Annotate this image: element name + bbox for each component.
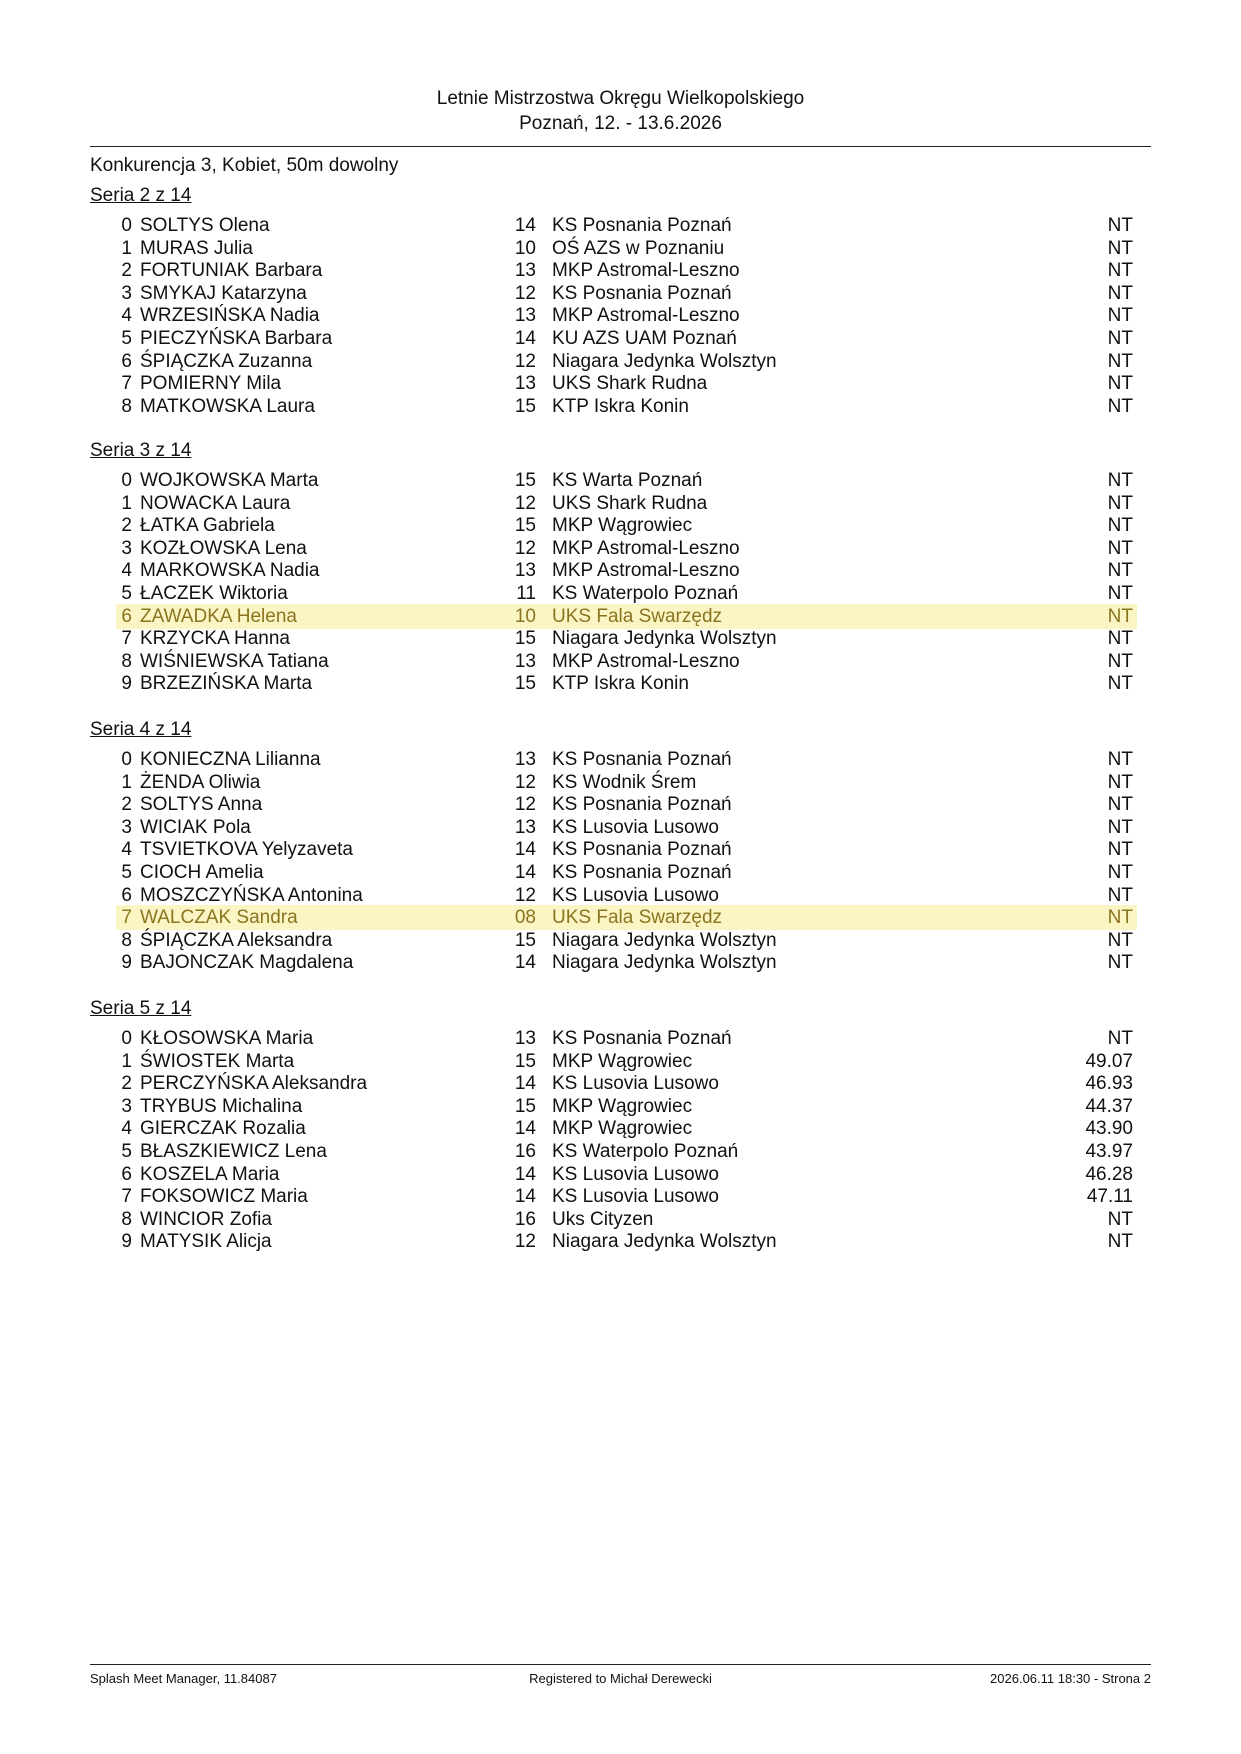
heat-title: Seria 4 z 14 xyxy=(90,719,192,740)
club-name: KS Lusovia Lusowo xyxy=(552,1073,719,1095)
lane-number: 6 xyxy=(121,884,132,906)
birth-year: 15 xyxy=(514,470,536,491)
birth-year: 15 xyxy=(514,515,536,537)
club-name: KTP Iskra Konin xyxy=(552,395,689,417)
club-name: Niagara Jedynka Wolsztyn xyxy=(552,1231,777,1253)
entry-time: NT xyxy=(1107,328,1133,349)
entry-row xyxy=(116,649,1137,674)
entry-time: NT xyxy=(1107,583,1133,604)
club-name: MKP Wągrowiec xyxy=(552,1050,693,1072)
swimmer-name: KOSZELA Maria xyxy=(140,1163,280,1185)
heat-title: Seria 5 z 14 xyxy=(90,998,192,1019)
entry-time: 43.90 xyxy=(1085,1118,1133,1140)
birth-year: 13 xyxy=(514,1028,536,1049)
entry-row xyxy=(116,1094,1137,1119)
entry-time: NT xyxy=(1107,1028,1133,1049)
birth-year: 13 xyxy=(514,560,536,582)
swimmer-name: MOSZCZYŃSKA Antonina xyxy=(140,884,363,906)
birth-year: 14 xyxy=(514,215,536,236)
lane-number: 0 xyxy=(121,215,132,236)
birth-year: 11 xyxy=(516,583,536,604)
lane-number: 6 xyxy=(121,350,132,372)
document-header xyxy=(0,86,1241,136)
lane-number: 1 xyxy=(121,771,132,793)
entry-time: NT xyxy=(1107,350,1133,372)
entry-time: NT xyxy=(1107,673,1133,695)
entry-row xyxy=(116,883,1137,908)
lane-number: 7 xyxy=(121,628,132,650)
birth-year: 12 xyxy=(514,884,536,906)
club-name: KS Lusovia Lusowo xyxy=(552,1163,719,1185)
entry-row xyxy=(116,468,1137,493)
birth-year: 14 xyxy=(514,1073,536,1095)
entry-row xyxy=(116,1071,1137,1096)
swimmer-name: KŁOSOWSKA Maria xyxy=(140,1028,314,1049)
club-name: MKP Astromal-Leszno xyxy=(552,650,740,672)
entry-row xyxy=(116,626,1137,651)
birth-year: 14 xyxy=(514,328,536,349)
highlighted-entry-row xyxy=(116,604,1137,629)
swimmer-name: MARKOWSKA Nadia xyxy=(140,560,320,582)
entry-time: NT xyxy=(1107,862,1133,883)
birth-year: 08 xyxy=(514,907,536,929)
swimmer-name: POMIERNY Mila xyxy=(140,373,282,395)
birth-year: 10 xyxy=(514,237,536,259)
swimmer-name: FORTUNIAK Barbara xyxy=(140,260,323,282)
birth-year: 13 xyxy=(514,650,536,672)
swimmer-name: WOJKOWSKA Marta xyxy=(140,470,319,491)
club-name: KS Posnania Poznań xyxy=(552,215,732,236)
lane-number: 8 xyxy=(121,395,132,417)
entry-time: NT xyxy=(1107,929,1133,951)
swimmer-name: WINCIOR Zofia xyxy=(140,1208,272,1230)
lane-number: 1 xyxy=(121,1050,132,1072)
swimmer-name: PERCZYŃSKA Aleksandra xyxy=(140,1073,368,1095)
birth-year: 13 xyxy=(514,305,536,327)
birth-year: 12 xyxy=(514,1231,536,1253)
entry-row xyxy=(116,1049,1137,1074)
birth-year: 15 xyxy=(514,1050,536,1072)
entry-row xyxy=(116,1184,1137,1209)
birth-year: 15 xyxy=(514,673,536,695)
entry-time: NT xyxy=(1107,470,1133,491)
entry-row xyxy=(116,671,1137,696)
lane-number: 0 xyxy=(121,1028,132,1049)
entry-time: 43.97 xyxy=(1085,1141,1133,1162)
club-name: UKS Shark Rudna xyxy=(552,373,708,395)
entry-time: NT xyxy=(1107,395,1133,417)
entry-time: NT xyxy=(1107,1231,1133,1253)
entry-row xyxy=(116,770,1137,795)
club-name: KS Lusovia Lusowo xyxy=(552,884,719,906)
club-name: UKS Shark Rudna xyxy=(552,492,708,514)
entry-row xyxy=(116,303,1137,328)
lane-number: 2 xyxy=(121,515,132,537)
lane-number: 5 xyxy=(121,862,132,883)
entry-time: NT xyxy=(1107,282,1133,304)
entry-time: NT xyxy=(1107,771,1133,793)
entry-row xyxy=(116,747,1137,772)
lane-number: 4 xyxy=(121,560,132,582)
swimmer-name: FOKSOWICZ Maria xyxy=(140,1186,308,1208)
club-name: KS Waterpolo Poznań xyxy=(552,583,739,604)
lane-number: 9 xyxy=(121,952,132,974)
lane-number: 3 xyxy=(121,537,132,559)
lane-number: 3 xyxy=(121,1095,132,1117)
lane-number: 6 xyxy=(121,1163,132,1185)
header-divider xyxy=(90,146,1151,147)
swimmer-name: PIECZYŃSKA Barbara xyxy=(140,328,333,349)
heat-title: Seria 2 z 14 xyxy=(90,185,192,206)
birth-year: 16 xyxy=(514,1208,536,1230)
club-name: MKP Wągrowiec xyxy=(552,515,693,537)
birth-year: 15 xyxy=(514,628,536,650)
lane-number: 9 xyxy=(121,673,132,695)
entry-row xyxy=(116,1162,1137,1187)
entry-row xyxy=(116,950,1137,975)
club-name: MKP Wągrowiec xyxy=(552,1095,693,1117)
entry-time: 49.07 xyxy=(1085,1050,1133,1072)
lane-number: 1 xyxy=(121,237,132,259)
birth-year: 12 xyxy=(514,771,536,793)
swimmer-name: NOWACKA Laura xyxy=(140,492,291,514)
swimmer-name: ŚWIOSTEK Marta xyxy=(140,1050,295,1072)
birth-year: 14 xyxy=(514,1163,536,1185)
entry-time: NT xyxy=(1107,373,1133,395)
lane-number: 1 xyxy=(121,492,132,514)
meet-subtitle: Poznań, 12. - 13.6.2026 xyxy=(519,113,722,134)
swimmer-name: ŚPIĄCZKA Aleksandra xyxy=(140,929,333,951)
swimmer-name: TSVIETKOVA Yelyzaveta xyxy=(140,839,353,861)
swimmer-name: ŚPIĄCZKA Zuzanna xyxy=(140,350,313,372)
lane-number: 4 xyxy=(121,839,132,861)
swimmer-name: ŁATKA Gabriela xyxy=(140,515,275,537)
swimmer-name: BAJONCZAK Magdalena xyxy=(140,952,354,974)
entry-row xyxy=(116,349,1137,374)
birth-year: 15 xyxy=(514,1095,536,1117)
club-name: KU AZS UAM Poznań xyxy=(552,328,737,349)
entry-row xyxy=(116,1026,1137,1051)
club-name: KS Lusovia Lusowo xyxy=(552,1186,719,1208)
birth-year: 15 xyxy=(514,929,536,951)
swimmer-name: SOLTYS Anna xyxy=(140,794,263,816)
birth-year: 14 xyxy=(514,1186,536,1208)
entry-time: NT xyxy=(1107,816,1133,838)
swimmer-name: WIŚNIEWSKA Tatiana xyxy=(140,650,329,672)
entry-row xyxy=(116,513,1137,538)
lane-number: 4 xyxy=(121,1118,132,1140)
swimmer-name: WICIAK Pola xyxy=(140,816,251,838)
swimmer-name: SMYKAJ Katarzyna xyxy=(140,282,307,304)
entry-time: NT xyxy=(1107,560,1133,582)
entry-time: NT xyxy=(1107,492,1133,514)
lane-number: 3 xyxy=(121,816,132,838)
club-name: MKP Wągrowiec xyxy=(552,1118,693,1140)
lane-number: 4 xyxy=(121,305,132,327)
entry-row xyxy=(116,558,1137,583)
club-name: Niagara Jedynka Wolsztyn xyxy=(552,350,777,372)
swimmer-name: BŁASZKIEWICZ Lena xyxy=(140,1141,327,1162)
birth-year: 14 xyxy=(514,952,536,974)
entry-time: NT xyxy=(1107,884,1133,906)
club-name: KS Posnania Poznań xyxy=(552,282,732,304)
entry-time: NT xyxy=(1107,794,1133,816)
lane-number: 7 xyxy=(121,907,132,929)
club-name: UKS Fala Swarzędz xyxy=(552,907,723,929)
entry-time: NT xyxy=(1107,952,1133,974)
entry-time: 46.28 xyxy=(1085,1163,1133,1185)
birth-year: 16 xyxy=(514,1141,536,1162)
birth-year: 15 xyxy=(514,395,536,417)
birth-year: 12 xyxy=(514,282,536,304)
lane-number: 5 xyxy=(121,1141,132,1162)
swimmer-name: GIERCZAK Rozalia xyxy=(140,1118,306,1140)
club-name: Niagara Jedynka Wolsztyn xyxy=(552,628,777,650)
footer-software: Splash Meet Manager, 11.84087 xyxy=(90,1671,277,1686)
footer-page-info: 2026.06.11 18:30 - Strona 2 xyxy=(990,1671,1151,1686)
entry-time: NT xyxy=(1107,650,1133,672)
club-name: Niagara Jedynka Wolsztyn xyxy=(552,952,777,974)
swimmer-name: CIOCH Amelia xyxy=(140,862,264,883)
entry-time: 46.93 xyxy=(1085,1073,1133,1095)
entry-time: NT xyxy=(1107,628,1133,650)
club-name: KS Lusovia Lusowo xyxy=(552,816,719,838)
birth-year: 13 xyxy=(514,373,536,395)
birth-year: 13 xyxy=(514,816,536,838)
swimmer-name: SOLTYS Olena xyxy=(140,215,270,236)
entry-row xyxy=(116,815,1137,840)
lane-number: 2 xyxy=(121,260,132,282)
entry-row xyxy=(116,371,1137,396)
entry-row xyxy=(116,837,1137,862)
swimmer-name: MURAS Julia xyxy=(140,237,253,259)
heat-title: Seria 3 z 14 xyxy=(90,440,192,461)
lane-number: 5 xyxy=(121,328,132,349)
club-name: UKS Fala Swarzędz xyxy=(552,605,723,627)
entry-row xyxy=(116,281,1137,306)
swimmer-name: KRZYCKA Hanna xyxy=(140,628,290,650)
swimmer-name: ŁACZEK Wiktoria xyxy=(140,583,288,604)
entry-time: NT xyxy=(1107,1208,1133,1230)
entry-time: NT xyxy=(1107,215,1133,236)
birth-year: 12 xyxy=(514,794,536,816)
club-name: Uks Cityzen xyxy=(552,1208,654,1230)
entry-time: NT xyxy=(1107,749,1133,770)
club-name: MKP Astromal-Leszno xyxy=(552,305,740,327)
entry-row xyxy=(116,1116,1137,1141)
club-name: KS Posnania Poznań xyxy=(552,839,732,861)
entry-time: NT xyxy=(1107,839,1133,861)
entry-row xyxy=(116,1229,1137,1254)
club-name: Niagara Jedynka Wolsztyn xyxy=(552,929,777,951)
footer-divider xyxy=(90,1664,1151,1665)
swimmer-name: MATYSIK Alicja xyxy=(140,1231,272,1253)
swimmer-name: MATKOWSKA Laura xyxy=(140,395,315,417)
club-name: KS Posnania Poznań xyxy=(552,749,732,770)
entry-row xyxy=(116,536,1137,561)
entry-row xyxy=(116,860,1137,885)
entry-time: NT xyxy=(1107,537,1133,559)
lane-number: 9 xyxy=(121,1231,132,1253)
lane-number: 8 xyxy=(121,650,132,672)
footer-registration: Registered to Michał Derewecki xyxy=(529,1671,712,1686)
entry-row xyxy=(116,491,1137,516)
lane-number: 5 xyxy=(121,583,132,604)
birth-year: 14 xyxy=(514,1118,536,1140)
entry-row xyxy=(116,928,1137,953)
birth-year: 12 xyxy=(514,492,536,514)
entry-row xyxy=(116,236,1137,261)
club-name: KTP Iskra Konin xyxy=(552,673,689,695)
club-name: MKP Astromal-Leszno xyxy=(552,537,740,559)
lane-number: 3 xyxy=(121,282,132,304)
lane-number: 8 xyxy=(121,929,132,951)
lane-number: 8 xyxy=(121,1208,132,1230)
club-name: KS Wodnik Śrem xyxy=(552,771,697,793)
event-title: Konkurencja 3, Kobiet, 50m dowolny xyxy=(90,155,399,176)
birth-year: 12 xyxy=(514,350,536,372)
entry-row xyxy=(116,581,1137,606)
swimmer-name: KONIECZNA Lilianna xyxy=(140,749,321,770)
entry-time: NT xyxy=(1107,305,1133,327)
lane-number: 0 xyxy=(121,749,132,770)
lane-number: 6 xyxy=(121,605,132,627)
entry-time: NT xyxy=(1107,907,1133,929)
lane-number: 7 xyxy=(121,373,132,395)
birth-year: 13 xyxy=(514,749,536,770)
birth-year: 13 xyxy=(514,260,536,282)
club-name: KS Posnania Poznań xyxy=(552,1028,732,1049)
lane-number: 2 xyxy=(121,1073,132,1095)
swimmer-name: ZAWADKA Helena xyxy=(140,605,297,627)
swimmer-name: BRZEZIŃSKA Marta xyxy=(140,673,313,695)
club-name: MKP Astromal-Leszno xyxy=(552,260,740,282)
swimmer-name: KOZŁOWSKA Lena xyxy=(140,537,307,559)
club-name: OŚ AZS w Poznaniu xyxy=(552,237,725,259)
entry-time: 47.11 xyxy=(1086,1186,1133,1208)
birth-year: 14 xyxy=(514,839,536,861)
lane-number: 7 xyxy=(121,1186,132,1208)
highlighted-entry-row xyxy=(116,905,1137,930)
entry-time: 44.37 xyxy=(1085,1095,1133,1117)
entry-row xyxy=(116,326,1137,351)
club-name: KS Posnania Poznań xyxy=(552,794,732,816)
club-name: KS Posnania Poznań xyxy=(552,862,732,883)
club-name: KS Warta Poznań xyxy=(552,470,703,491)
entry-row xyxy=(116,394,1137,419)
entry-time: NT xyxy=(1107,237,1133,259)
club-name: MKP Astromal-Leszno xyxy=(552,560,740,582)
swimmer-name: WALCZAK Sandra xyxy=(140,907,298,929)
entry-row xyxy=(116,1139,1137,1164)
swimmer-name: TRYBUS Michalina xyxy=(140,1095,303,1117)
meet-title: Letnie Mistrzostwa Okręgu Wielkopolskiego xyxy=(436,88,805,109)
birth-year: 12 xyxy=(514,537,536,559)
entry-time: NT xyxy=(1107,605,1133,627)
lane-number: 2 xyxy=(121,794,132,816)
club-name: KS Waterpolo Poznań xyxy=(552,1141,739,1162)
entry-time: NT xyxy=(1107,260,1133,282)
entry-row xyxy=(116,792,1137,817)
birth-year: 14 xyxy=(514,862,536,883)
entry-row xyxy=(116,213,1137,238)
entry-row xyxy=(116,258,1137,283)
entry-row xyxy=(116,1207,1137,1232)
lane-number: 0 xyxy=(121,470,132,491)
swimmer-name: ŻENDA Oliwia xyxy=(140,771,261,793)
birth-year: 10 xyxy=(514,605,536,627)
entry-time: NT xyxy=(1107,515,1133,537)
swimmer-name: WRZESIŃSKA Nadia xyxy=(140,305,320,327)
